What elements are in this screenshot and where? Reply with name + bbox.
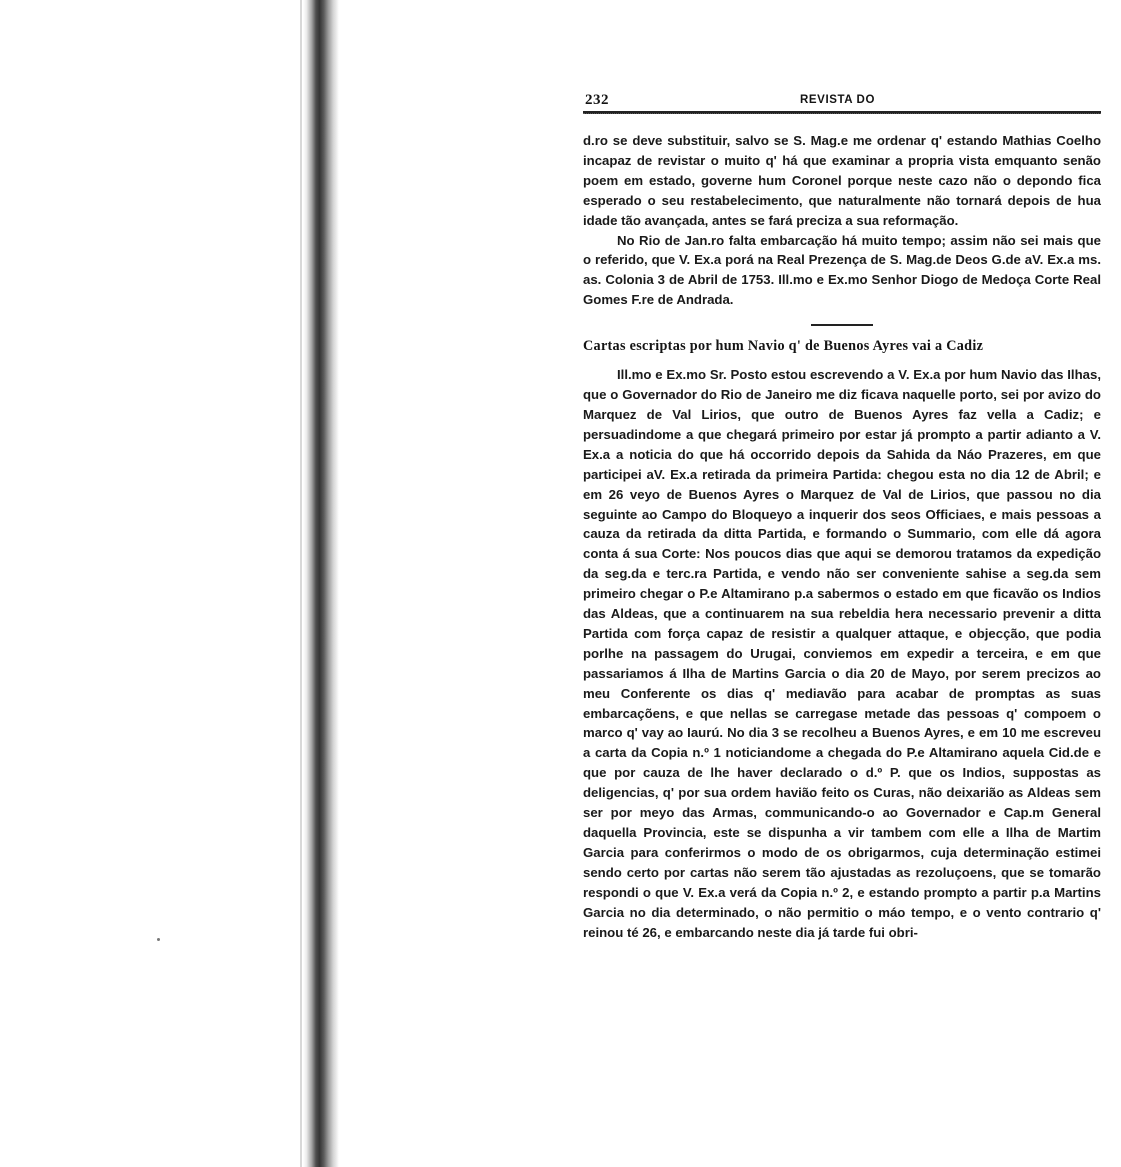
running-title: REVISTA DO: [800, 94, 876, 106]
section-divider: [811, 324, 873, 326]
running-header: [583, 92, 1101, 112]
paragraph-continuation: d.ro se deve substituir, salvo se S. Mag.e me ordenar q' estando Mathias Coelho incapaz de revistar o muito q' há que examinar a propria vista emquanto senão poem em estado, governe hum Coronel porque neste cazo não o depondo fica esperado o seu restabelecimento, que naturalmente não tornará depois de hua idade tão avançada, antes se fará preciza a sua reformação.: [583, 133, 1101, 228]
header-rule: [583, 111, 1101, 114]
paragraph-closing: No Rio de Jan.ro falta embarcação há muito tempo; assim não sei mais que o referido, que V. Ex.a porá na Real Prezença de S. Mag.de Deos G.de aV. Ex.a ms. as. Colonia 3 de Abril de 1753. Ill.mo e Ex.mo Senhor Diogo de Medoça Corte Real Gomes F.re de Andrada.: [583, 232, 1101, 308]
page-number: 232: [585, 92, 609, 108]
scan-speck: [157, 938, 160, 941]
section-letter-body: Ill.mo e Ex.mo Sr. Posto estou escrevendo a V. Ex.a por hum Navio das Ilhas, que o Governador do Rio de Janeiro me diz ficava naquelle porto, sei por avizo do Marquez de Val Lirios, que outro de Buenos Ayres faz vella a Cadiz; e persuadindome a que chegará primeiro por estar já prompto a partir adianto a V. Ex.a a noticia do que há occorrido depois da Sahida da Náo Prazeres, em que participei aV. Ex.a retirada da primeira Partida: chegou esta no dia 12 de Abril; e em 26 veyo de Buenos Ayres o Marquez de Val de Lirios, que passou no dia seguinte ao Campo do Bloqueyo a inquerir dos seos Officiaes, e mais pessoas a cauza da retirada da ditta Partida, e formando o Summario, com elle dá agora conta á sua Corte: Nos poucos dias que aqui se demorou tratamos da expedição da seg.da e terc.ra Partida, e vendo não ser conveniente sahise a seg.da sem primeiro chegar o P.e Altamirano p.a sabermos o estado em que ficavão os Indios das Aldeas, que a continuarem na sua rebeldia hera necessario prevenir a ditta Partida com força capaz de resistir a qualquer attaque, e objecção, que podia porlhe na passagem do Urugai, conviemos em expedir a terceira, e em que passariamos á Ilha de Martins Garcia o dia 20 de Mayo, por serem precizos ao meu Conferente os dias q' mediavão para acabar de promptas as suas embarcaçõens, e que nellas se carregase metade das pessoas q' compoem o marco q' vay ao Iaurú. No dia 3 se recolheu a Buenos Ayres, e em 10 me escreveu a carta da Copia n.º 1 noticiandome a chegada do P.e Altamirano aquela Cid.de e que por cauza de lhe haver declarado o d.º P. que os Indios, suppostas as deligencias, q' por sua ordem havião feito os Curas, não deixarião as Aldeas sem ser por meyo das Armas, communicando-o ao Governador e Cap.m General daquella Provincia, este se dispunha a vir tambem com elle a Ilha de Martim Garcia para conferirmos o modo de os obrigarmos, cuja determinação estimei sendo certo por cartas não serem tão ajustadas as rezoluçoens, que se tomarão respondi o que V. Ex.a verá da Copia n.º 2, e estando prompto a partir p.a Martins Garcia no dia determinado, o não permitio o máo tempo, e o vento contrario q' reinou té 26, e embarcando neste dia já tarde fui obri-: [583, 367, 1101, 940]
section-title: Cartas escriptas por hum Navio q' de Buenos Ayres vai a Cadiz: [583, 338, 984, 355]
book-gutter-shadow: [303, 0, 339, 1167]
book-page: [583, 92, 1101, 942]
page-edge-line: [300, 0, 302, 1167]
